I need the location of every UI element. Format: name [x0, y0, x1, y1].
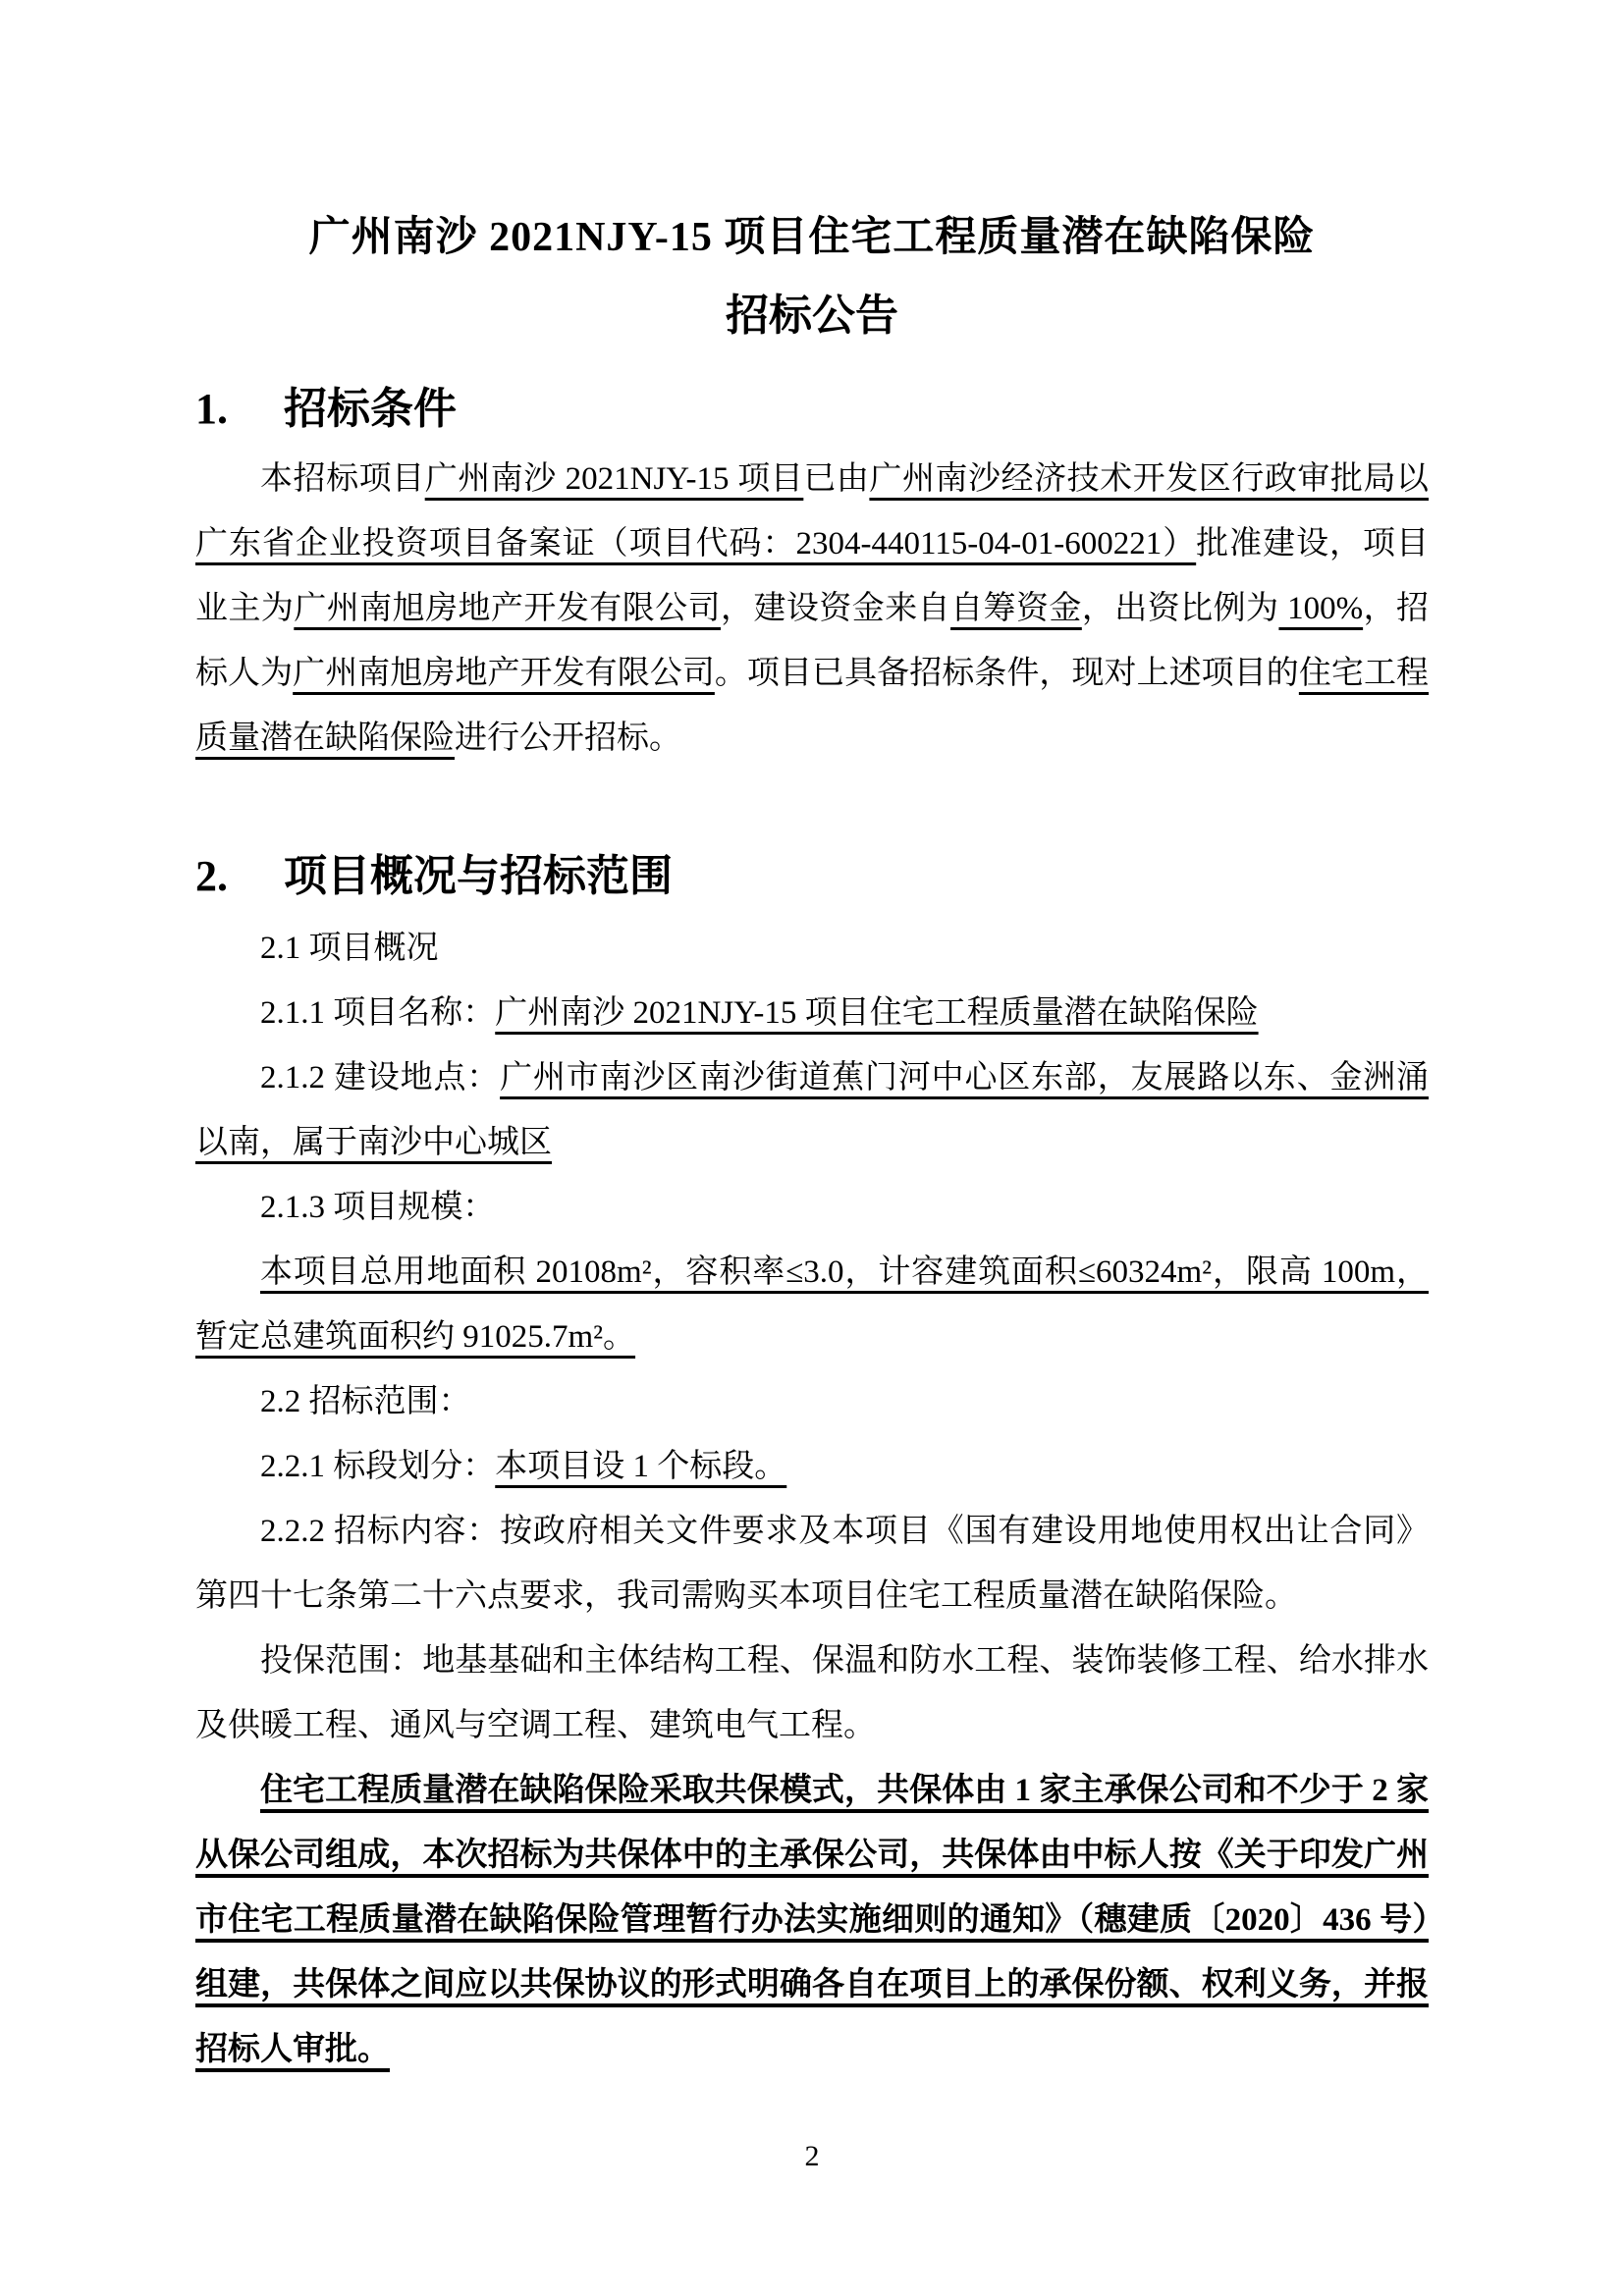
- text-segment: 广州市南沙区南沙街道蕉门河中心区东部，友展路以东、金洲涌以南，属于南沙中心城区: [195, 1060, 1430, 1160]
- text-segment: 广州南旭房地产开发有限公司: [294, 591, 721, 626]
- section-2-title: 项目概况与招标范围: [284, 852, 673, 900]
- section-1-heading: [195, 382, 1429, 437]
- text-segment: 批准建设，项目业主为: [195, 526, 1430, 626]
- text-segment: 广州南旭房地产开发有限公司: [293, 656, 715, 691]
- document-content: [0, 214, 1624, 2082]
- text-segment: 广州南沙 2021NJY-15 项目: [424, 461, 804, 497]
- text-segment: 2.2.1 标段划分：: [260, 1449, 496, 1484]
- section-2-heading: [195, 849, 1429, 904]
- text-segment: 广州南沙 2021NJY-15 项目住宅工程质量潜在缺陷保险: [495, 995, 1259, 1031]
- item-2-2-bidding-scope-label: [195, 1369, 1429, 1434]
- doc-title-line-2: 招标公告: [726, 292, 898, 340]
- item-2-1-1-project-name: [195, 981, 1429, 1045]
- para-bidding-conditions: [195, 447, 1429, 771]
- para-coinsurance-requirement: [195, 1758, 1429, 2082]
- text-segment: 进行公开招标。: [455, 721, 681, 756]
- text-segment: 2.1.2 建设地点：: [260, 1060, 501, 1095]
- text-segment: 本项目总用地面积 20108m²，容积率≤3.0，计容建筑面积≤60324m²，限高 100m，暂定总建筑面积约 91025.7m²。: [195, 1255, 1429, 1355]
- para-project-scale: [195, 1240, 1429, 1369]
- item-2-1-project-overview: [195, 916, 1429, 981]
- text-segment: 本招标项目: [260, 461, 425, 497]
- section-2-number: 2.: [195, 852, 228, 900]
- text-segment: 投保范围：地基基础和主体结构工程、保温和防水工程、装饰装修工程、给水排水及供暖工程、通风与空调工程、建筑电气工程。: [195, 1643, 1429, 1743]
- text-segment: 2.2.2 招标内容：按政府相关文件要求及本项目《国有建设用地使用权出让合同》第四十七条第二十六点要求，我司需购买本项目住宅工程质量潜在缺陷保险。: [195, 1514, 1429, 1614]
- item-2-1-3-project-scale-label: [195, 1175, 1429, 1240]
- text-segment: 本项目设 1 个标段。: [495, 1449, 787, 1484]
- text-segment: ，建设资金来自: [721, 591, 951, 626]
- page-number: 2: [804, 2140, 820, 2172]
- section-1-title: 招标条件: [284, 385, 457, 433]
- doc-title-line-1: 广州南沙 2021NJY-15 项目住宅工程质量潜在缺陷保险: [308, 215, 1316, 260]
- text-segment: 已由: [803, 461, 870, 497]
- text-segment: 住宅工程质量潜在缺陷保险: [195, 656, 1430, 756]
- text-segment: 2.2 招标范围：: [260, 1384, 471, 1419]
- text-segment: 自筹资金: [950, 591, 1082, 626]
- text-segment: 住宅工程质量潜在缺陷保险采取共保模式，共保体由 1 家主承保公司和不少于 2 家从保公司组成，本次招标为共保体中的主承保公司，共保体由中标人按《关于印发广州市住宅工程质量潜在缺陷保险管理暂行办法实施细则的通知》（穗建质〔2020〕436 号）组建，共保体之间应以共保协议的形式明确各自在项目上的承保份额、权利义务，并报招标人审批。: [195, 1773, 1429, 2067]
- text-segment: 100%: [1278, 591, 1364, 626]
- text-segment: ，出资比例为: [1081, 591, 1279, 626]
- text-segment: 。项目已具备招标条件，现对上述项目的: [714, 656, 1299, 691]
- item-2-2-1-lot-division: [195, 1434, 1429, 1499]
- text-segment: 广州南沙经济技术开发区行政审批局以广东省企业投资项目备案证（项目代码：2304-440115-04-01-600221）: [195, 461, 1430, 561]
- text-segment: 2.1 项目概况: [260, 931, 439, 966]
- para-insurance-scope: [195, 1629, 1429, 1758]
- item-2-1-2-construction-site: [195, 1045, 1429, 1175]
- text-segment: 2.1.3 项目规模：: [260, 1190, 496, 1225]
- text-segment: 2.1.1 项目名称：: [260, 995, 496, 1031]
- section-1-number: 1.: [195, 385, 228, 433]
- text-segment: ，招标人为: [195, 591, 1429, 691]
- item-2-2-2-bidding-content: [195, 1499, 1429, 1629]
